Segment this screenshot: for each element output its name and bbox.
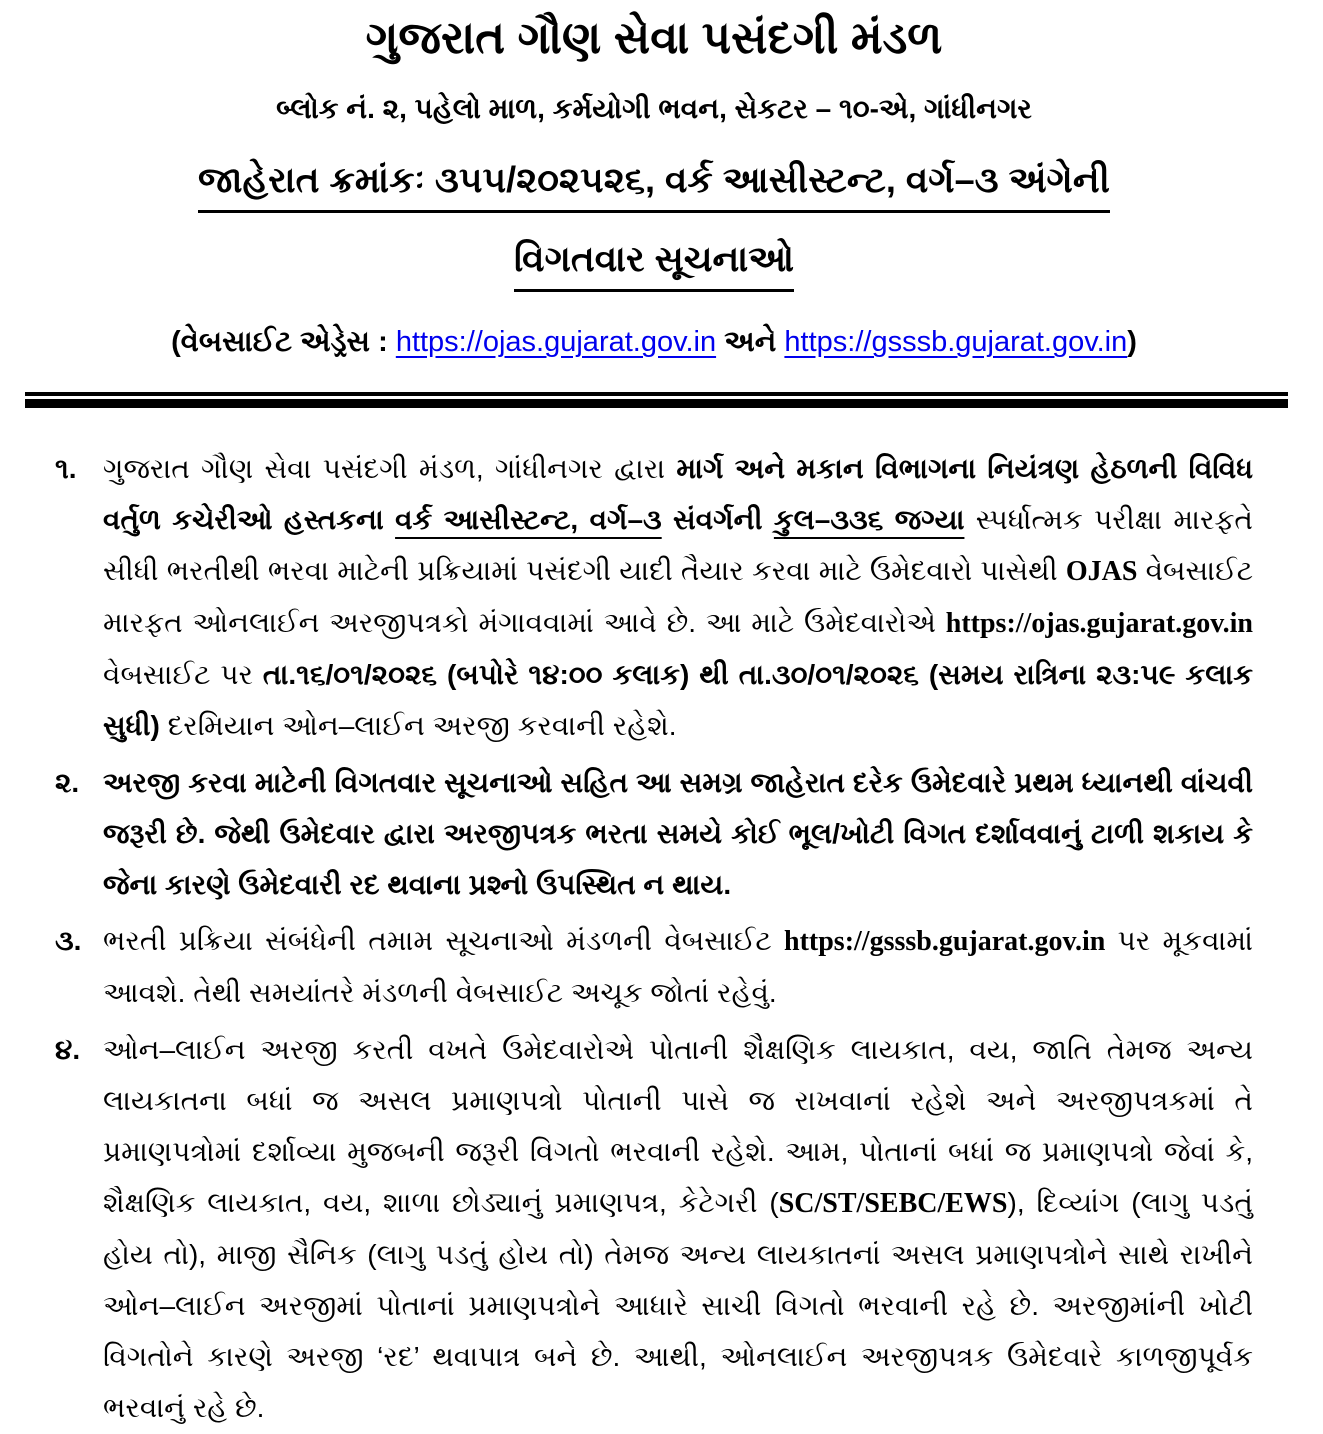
website-line-open: (વેબસાઈટ એડ્રેસ : xyxy=(171,326,396,359)
item-1-dates-bold: તા.૧૬/૦૧/૨૦૨૬ (બપોરે ૧૪:૦૦ કલાક) થી તા.૩૦/૦૧/૨૦૨૬ (સમય રાત્રિના ૨૩:૫૯ કલાક સુધી) xyxy=(103,658,1253,741)
double-rule-divider xyxy=(25,392,1288,408)
item-1-text-3: વેબસાઈટ મારફત ઓનલાઈન અરજીપત્રકો મંગાવવામાં આવે છે. આ માટે ઉમેદવારોએ xyxy=(103,554,1253,638)
instructions-list xyxy=(55,444,1253,1434)
divider-thin-line xyxy=(25,392,1288,396)
item-1-ojas-url: https://ojas.gujarat.gov.in xyxy=(945,607,1253,639)
item-1-text: ગુજરાત ગૌણ સેવા પસંદગી મંડળ, ગાંધીનગર દ્વારા xyxy=(103,452,677,484)
item-3-text: ભરતી પ્રક્રિયા સંબંધેની તમામ સૂચનાઓ મંડળની વેબસાઈટ xyxy=(103,925,784,957)
org-title: ગુજરાત ગૌણ સેવા પસંદગી મંડળ xyxy=(365,12,943,63)
item-4-text: ઓન–લાઈન અરજી કરતી વખતે ઉમેદવારોએ પોતાની શૈક્ષણિક લાયકાત, વય, જાતિ તેમજ અન્ય લાયકાતના બધાં જ અસલ પ્રમાણપત્રો પોતાની પાસે જ રાખવાનાં રહેશે અને અરજીપત્રકમાં તે પ્રમાણપત્રોમાં દર્શાવ્યા મુજબની જરૂરી વિગતો ભરવાની રહેશે. આમ, પોતાનાં બધાં જ પ્રમાણપત્રો જેવાં કે, શૈક્ષણિક લાયકાત, વય, શાળા છોડ્યાનું પ્રમાણપત્ર, કેટેગરી ( xyxy=(103,1034,1253,1219)
item-2-text: અરજી કરવા માટેની વિગતવાર સૂચનાઓ સહિત આ સમગ્ર જાહેરાત દરેક ઉમેદવારે પ્રથમ ધ્યાનથી વાંચવી જરૂરી છે. જેથી ઉમેદવાર દ્વારા અરજીપત્રક ભરતા સમયે કોઈ ભૂલ/ખોટી વિગત દર્શાવવાનું ટાળી શકાય કે જેના કારણે ઉમેદવારી રદ થવાના પ્રશ્નો ઉપસ્થિત ન થાય. xyxy=(103,766,1253,900)
item-3-number: ૩. xyxy=(55,925,82,957)
instruction-item-1 xyxy=(55,444,1253,752)
advt-heading-text: જાહેરાત ક્રમાંકઃ ૩૫૫/૨૦૨૫૨૬, વર્ક આસીસ્ટન્ટ, વર્ગ–૩ અંગેની xyxy=(198,158,1110,213)
item-4-text-2: ), દિવ્યાંગ (લાગુ પડતું હોય તો), માજી સૈનિક (લાગુ પડતું હોય તો) તેમજ અન્ય લાયકાતનાં અસલ પ્રમાણપત્રોને સાથે રાખીને ઓન–લાઈન અરજીમાં પોતાનાં પ્રમાણપત્રોને આધારે સાચી વિગતો ભરવાની રહે છે. અરજીમાંની ખોટી વિગતોને કારણે અરજી ‘રદ’ થવાપાત્ર બને છે. આથી, ઓનલાઈન અરજીપત્રક ઉમેદવારે કાળજીપૂર્વક ભરવાનું રહે છે. xyxy=(103,1187,1253,1424)
org-address: બ્લોક નં. ૨, પહેલો માળ, કર્મયોગી ભવન, સેકટર – ૧૦-એ, ગાંધીનગર xyxy=(276,93,1032,125)
advt-heading xyxy=(55,158,1253,213)
instruction-item-4 xyxy=(55,1025,1253,1434)
item-1-post-underlined: વર્ક આસીસ્ટન્ટ, વર્ગ–૩ xyxy=(395,503,662,535)
item-4-category-codes: SC/ST/SEBC/EWS xyxy=(778,1188,1008,1220)
item-1-text-5: દરમિયાન ઓન–લાઈન અરજી કરવાની રહેશે. xyxy=(159,709,677,741)
instruction-item-2 xyxy=(55,758,1253,911)
item-3-text-2: પર મૂકવામાં આવશે. તેથી સમયાંતરે મંડળની વેબસાઈટ અચૂક જોતાં રહેવું. xyxy=(103,925,1253,1009)
item-4-number: ૪. xyxy=(55,1034,81,1066)
item-1-number: ૧. xyxy=(55,452,77,484)
item-1-text-2: સ્પર્ધાત્મક પરીક્ષા મારફતે સીધી ભરતીથી ભરવા માટેની પ્રક્રિયામાં પસંદગી યાદી તૈયાર કરવા માટે ઉમેદવારો પાસેથી xyxy=(103,503,1253,586)
advt-subheading xyxy=(55,237,1253,292)
divider-thick-line xyxy=(25,399,1288,408)
website-line-close: ) xyxy=(1127,326,1137,359)
website-line-and: અને xyxy=(716,326,785,359)
item-1-dept-bold: માર્ગ અને મકાન વિભાગના નિયંત્રણ હેઠળની વિવિધ વર્તુળ કચેરીઓ હસ્તકના xyxy=(103,452,1253,535)
advt-subheading-text: વિગતવાર સૂચનાઓ xyxy=(514,237,794,292)
website-address-line xyxy=(55,324,1253,362)
item-2-number: ૨. xyxy=(55,766,80,798)
item-3-gsssb-url: https://gsssb.gujarat.gov.in xyxy=(784,926,1106,958)
item-1-ojas-label: OJAS xyxy=(1065,555,1138,587)
item-1-text-4: વેબસાઈટ પર xyxy=(103,658,263,690)
instruction-item-3 xyxy=(55,916,1253,1019)
gsssb-website-link[interactable]: https://gsssb.gujarat.gov.in xyxy=(784,326,1128,359)
ojas-website-link[interactable]: https://ojas.gujarat.gov.in xyxy=(395,326,717,359)
item-1-total-posts-underlined: કુલ–૩૩૬ જગ્યા xyxy=(773,503,965,535)
item-1-cadre: સંવર્ગની xyxy=(661,503,774,535)
